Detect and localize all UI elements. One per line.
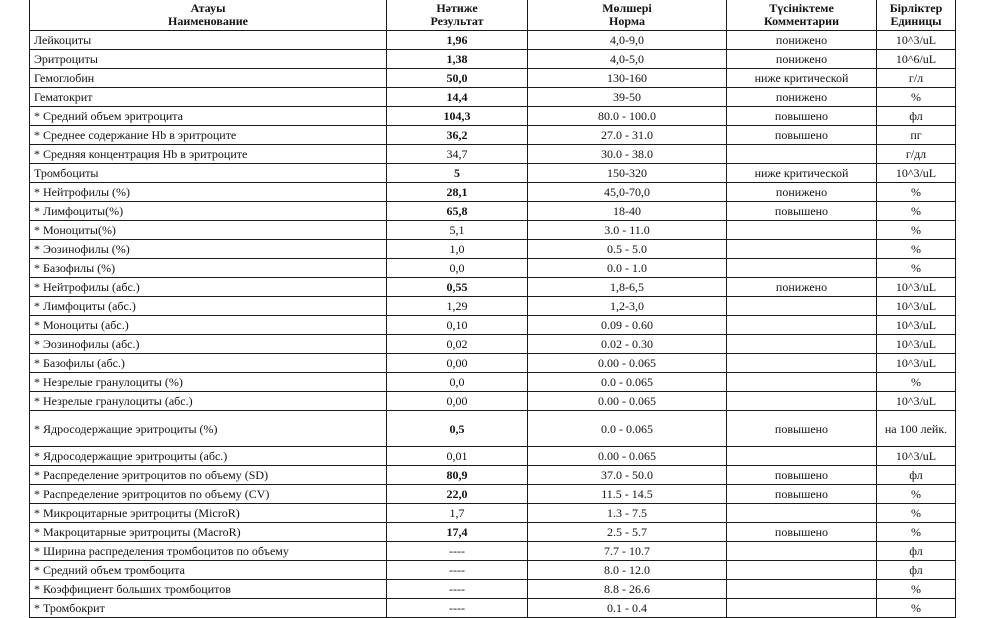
- header-unit: [877, 0, 956, 31]
- comment-cell: понижено: [727, 278, 877, 297]
- test-name-cell: Эритроциты: [30, 50, 387, 69]
- norm-cell: 0.02 - 0.30: [528, 335, 727, 354]
- unit-cell: 10^3/uL: [877, 31, 956, 50]
- test-name-cell: Гемоглобин: [30, 69, 387, 88]
- norm-cell: 11.5 - 14.5: [528, 485, 727, 504]
- test-name-cell: * Ширина распределения тромбоцитов по объему: [30, 542, 387, 561]
- unit-cell: 10^3/uL: [877, 316, 956, 335]
- result-cell: ----: [387, 542, 528, 561]
- test-name-cell: Гематокрит: [30, 88, 387, 107]
- comment-cell: понижено: [727, 50, 877, 69]
- header-comment: [727, 0, 877, 31]
- test-name-cell: Тромбоциты: [30, 164, 387, 183]
- result-cell: 1,38: [387, 50, 528, 69]
- test-name-cell: * Распределение эритроцитов по объему (CV): [30, 485, 387, 504]
- result-cell: 0,10: [387, 316, 528, 335]
- comment-cell: [727, 447, 877, 466]
- comment-cell: [727, 259, 877, 278]
- table-row: [30, 164, 956, 183]
- table-row: [30, 504, 956, 523]
- table-row: [30, 69, 956, 88]
- table-row: [30, 599, 956, 618]
- table-row: [30, 447, 956, 466]
- test-name-cell: * Лимфоциты(%): [30, 202, 387, 221]
- norm-cell: 30.0 - 38.0: [528, 145, 727, 164]
- comment-cell: [727, 504, 877, 523]
- table-row: [30, 88, 956, 107]
- comment-cell: [727, 297, 877, 316]
- unit-cell: %: [877, 504, 956, 523]
- comment-cell: [727, 542, 877, 561]
- test-name-cell: * Тромбокрит: [30, 599, 387, 618]
- header-name-ru: Наименование: [168, 14, 248, 28]
- blood-test-table: [29, 0, 956, 618]
- norm-cell: 0.00 - 0.065: [528, 447, 727, 466]
- comment-cell: понижено: [727, 88, 877, 107]
- norm-cell: 1.3 - 7.5: [528, 504, 727, 523]
- result-cell: 28,1: [387, 183, 528, 202]
- unit-cell: %: [877, 240, 956, 259]
- test-name-cell: * Макроцитарные эритроциты (MacroR): [30, 523, 387, 542]
- norm-cell: 8.8 - 26.6: [528, 580, 727, 599]
- result-cell: 5: [387, 164, 528, 183]
- header-unit-ru: Единицы: [890, 14, 942, 28]
- norm-cell: 4,0-5,0: [528, 50, 727, 69]
- result-cell: 22,0: [387, 485, 528, 504]
- table-row: [30, 354, 956, 373]
- unit-cell: 10^6/uL: [877, 50, 956, 69]
- unit-cell: на 100 лейк.: [877, 411, 956, 447]
- test-name-cell: * Средний объем тромбоцита: [30, 561, 387, 580]
- norm-cell: 2.5 - 5.7: [528, 523, 727, 542]
- header-name: [30, 0, 387, 31]
- result-cell: 1,96: [387, 31, 528, 50]
- comment-cell: [727, 221, 877, 240]
- test-name-cell: * Средняя концентрация Hb в эритроците: [30, 145, 387, 164]
- comment-cell: [727, 561, 877, 580]
- test-name-cell: * Нейтрофилы (абс.): [30, 278, 387, 297]
- test-name-cell: * Микроцитарные эритроциты (MicroR): [30, 504, 387, 523]
- unit-cell: фл: [877, 561, 956, 580]
- header-result-ru: Результат: [430, 14, 484, 28]
- header-result: [387, 0, 528, 31]
- table-row: [30, 523, 956, 542]
- table-row: [30, 31, 956, 50]
- result-cell: ----: [387, 599, 528, 618]
- norm-cell: 0.09 - 0.60: [528, 316, 727, 335]
- test-name-cell: * Моноциты(%): [30, 221, 387, 240]
- table-row: [30, 183, 956, 202]
- unit-cell: 10^3/uL: [877, 278, 956, 297]
- norm-cell: 7.7 - 10.7: [528, 542, 727, 561]
- header-norm-ru: Норма: [609, 14, 645, 28]
- test-name-cell: * Распределение эритроцитов по объему (SD): [30, 466, 387, 485]
- norm-cell: 18-40: [528, 202, 727, 221]
- test-name-cell: * Базофилы (%): [30, 259, 387, 278]
- comment-cell: [727, 240, 877, 259]
- table-row: [30, 542, 956, 561]
- unit-cell: 10^3/uL: [877, 335, 956, 354]
- result-cell: 14,4: [387, 88, 528, 107]
- result-cell: 104,3: [387, 107, 528, 126]
- result-cell: 0,0: [387, 373, 528, 392]
- norm-cell: 130-160: [528, 69, 727, 88]
- table-row: [30, 466, 956, 485]
- table-row: [30, 221, 956, 240]
- comment-cell: повышено: [727, 202, 877, 221]
- table-row: [30, 145, 956, 164]
- unit-cell: фл: [877, 542, 956, 561]
- comment-cell: ниже критической: [727, 164, 877, 183]
- result-cell: 1,7: [387, 504, 528, 523]
- norm-cell: 0.0 - 1.0: [528, 259, 727, 278]
- unit-cell: %: [877, 485, 956, 504]
- unit-cell: 10^3/uL: [877, 297, 956, 316]
- table-row: [30, 297, 956, 316]
- unit-cell: %: [877, 580, 956, 599]
- result-cell: 80,9: [387, 466, 528, 485]
- norm-cell: 3.0 - 11.0: [528, 221, 727, 240]
- comment-cell: повышено: [727, 485, 877, 504]
- test-name-cell: * Эозинофилы (%): [30, 240, 387, 259]
- test-name-cell: * Эозинофилы (абс.): [30, 335, 387, 354]
- comment-cell: повышено: [727, 126, 877, 145]
- norm-cell: 0.0 - 0.065: [528, 373, 727, 392]
- comment-cell: повышено: [727, 523, 877, 542]
- test-name-cell: * Базофилы (абс.): [30, 354, 387, 373]
- unit-cell: %: [877, 599, 956, 618]
- table-body: [30, 31, 956, 618]
- table-header-row: [30, 0, 956, 31]
- result-cell: ----: [387, 580, 528, 599]
- norm-cell: 1,8-6,5: [528, 278, 727, 297]
- unit-cell: %: [877, 523, 956, 542]
- table-row: [30, 316, 956, 335]
- test-name-cell: * Лимфоциты (абс.): [30, 297, 387, 316]
- table-row: [30, 580, 956, 599]
- table-row: [30, 373, 956, 392]
- header-comment-ru: Комментарии: [763, 14, 839, 28]
- comment-cell: [727, 580, 877, 599]
- table-row: [30, 278, 956, 297]
- result-cell: 34,7: [387, 145, 528, 164]
- header-comment-kz: Түсініктеме: [769, 1, 834, 15]
- result-cell: 0,00: [387, 392, 528, 411]
- test-name-cell: * Незрелые гранулоциты (абс.): [30, 392, 387, 411]
- comment-cell: понижено: [727, 31, 877, 50]
- test-name-cell: * Моноциты (абс.): [30, 316, 387, 335]
- norm-cell: 0.00 - 0.065: [528, 392, 727, 411]
- header-result-kz: Нәтиже: [436, 1, 478, 15]
- comment-cell: [727, 599, 877, 618]
- result-cell: 0,00: [387, 354, 528, 373]
- norm-cell: 39-50: [528, 88, 727, 107]
- result-cell: 5,1: [387, 221, 528, 240]
- table-row: [30, 561, 956, 580]
- result-cell: 36,2: [387, 126, 528, 145]
- table-row: [30, 392, 956, 411]
- unit-cell: 10^3/uL: [877, 354, 956, 373]
- comment-cell: [727, 373, 877, 392]
- table-row: [30, 107, 956, 126]
- norm-cell: 8.0 - 12.0: [528, 561, 727, 580]
- result-cell: 1,29: [387, 297, 528, 316]
- table-row: [30, 335, 956, 354]
- test-name-cell: * Ядросодержащие эритроциты (%): [30, 411, 387, 447]
- comment-cell: понижено: [727, 183, 877, 202]
- test-name-cell: * Среднее содержание Hb в эритроците: [30, 126, 387, 145]
- unit-cell: 10^3/uL: [877, 447, 956, 466]
- table-row: [30, 485, 956, 504]
- table-row: [30, 202, 956, 221]
- unit-cell: %: [877, 88, 956, 107]
- table-row: [30, 50, 956, 69]
- result-cell: 0,55: [387, 278, 528, 297]
- table-row: [30, 126, 956, 145]
- test-name-cell: Лейкоциты: [30, 31, 387, 50]
- header-norm: [528, 0, 727, 31]
- unit-cell: фл: [877, 466, 956, 485]
- norm-cell: 45,0-70,0: [528, 183, 727, 202]
- unit-cell: пг: [877, 126, 956, 145]
- header-name-kz: Атауы: [190, 1, 226, 15]
- test-name-cell: * Коэффициент больших тромбоцитов: [30, 580, 387, 599]
- norm-cell: 150-320: [528, 164, 727, 183]
- result-cell: ----: [387, 561, 528, 580]
- header-unit-kz: Бірліктер: [889, 1, 943, 15]
- comment-cell: [727, 316, 877, 335]
- comment-cell: [727, 354, 877, 373]
- norm-cell: 0.1 - 0.4: [528, 599, 727, 618]
- result-cell: 1,0: [387, 240, 528, 259]
- norm-cell: 0.0 - 0.065: [528, 411, 727, 447]
- result-cell: 0,02: [387, 335, 528, 354]
- test-name-cell: * Ядросодержащие эритроциты (абс.): [30, 447, 387, 466]
- norm-cell: 0.00 - 0.065: [528, 354, 727, 373]
- comment-cell: повышено: [727, 411, 877, 447]
- unit-cell: %: [877, 373, 956, 392]
- unit-cell: %: [877, 221, 956, 240]
- result-cell: 0,5: [387, 411, 528, 447]
- test-name-cell: * Незрелые гранулоциты (%): [30, 373, 387, 392]
- comment-cell: [727, 145, 877, 164]
- result-cell: 0,0: [387, 259, 528, 278]
- unit-cell: %: [877, 202, 956, 221]
- norm-cell: 27.0 - 31.0: [528, 126, 727, 145]
- test-name-cell: * Средний объем эритроцита: [30, 107, 387, 126]
- comment-cell: повышено: [727, 466, 877, 485]
- unit-cell: фл: [877, 107, 956, 126]
- norm-cell: 4,0-9,0: [528, 31, 727, 50]
- comment-cell: [727, 335, 877, 354]
- comment-cell: ниже критической: [727, 69, 877, 88]
- unit-cell: %: [877, 183, 956, 202]
- result-cell: 50,0: [387, 69, 528, 88]
- comment-cell: повышено: [727, 107, 877, 126]
- table-row: [30, 411, 956, 447]
- unit-cell: 10^3/uL: [877, 392, 956, 411]
- result-cell: 0,01: [387, 447, 528, 466]
- unit-cell: 10^3/uL: [877, 164, 956, 183]
- header-norm-kz: Мөлшері: [602, 1, 652, 15]
- unit-cell: г/л: [877, 69, 956, 88]
- norm-cell: 37.0 - 50.0: [528, 466, 727, 485]
- table-row: [30, 259, 956, 278]
- unit-cell: г/дл: [877, 145, 956, 164]
- norm-cell: 0.5 - 5.0: [528, 240, 727, 259]
- test-name-cell: * Нейтрофилы (%): [30, 183, 387, 202]
- norm-cell: 1,2-3,0: [528, 297, 727, 316]
- comment-cell: [727, 392, 877, 411]
- norm-cell: 80.0 - 100.0: [528, 107, 727, 126]
- table-row: [30, 240, 956, 259]
- unit-cell: %: [877, 259, 956, 278]
- result-cell: 65,8: [387, 202, 528, 221]
- result-cell: 17,4: [387, 523, 528, 542]
